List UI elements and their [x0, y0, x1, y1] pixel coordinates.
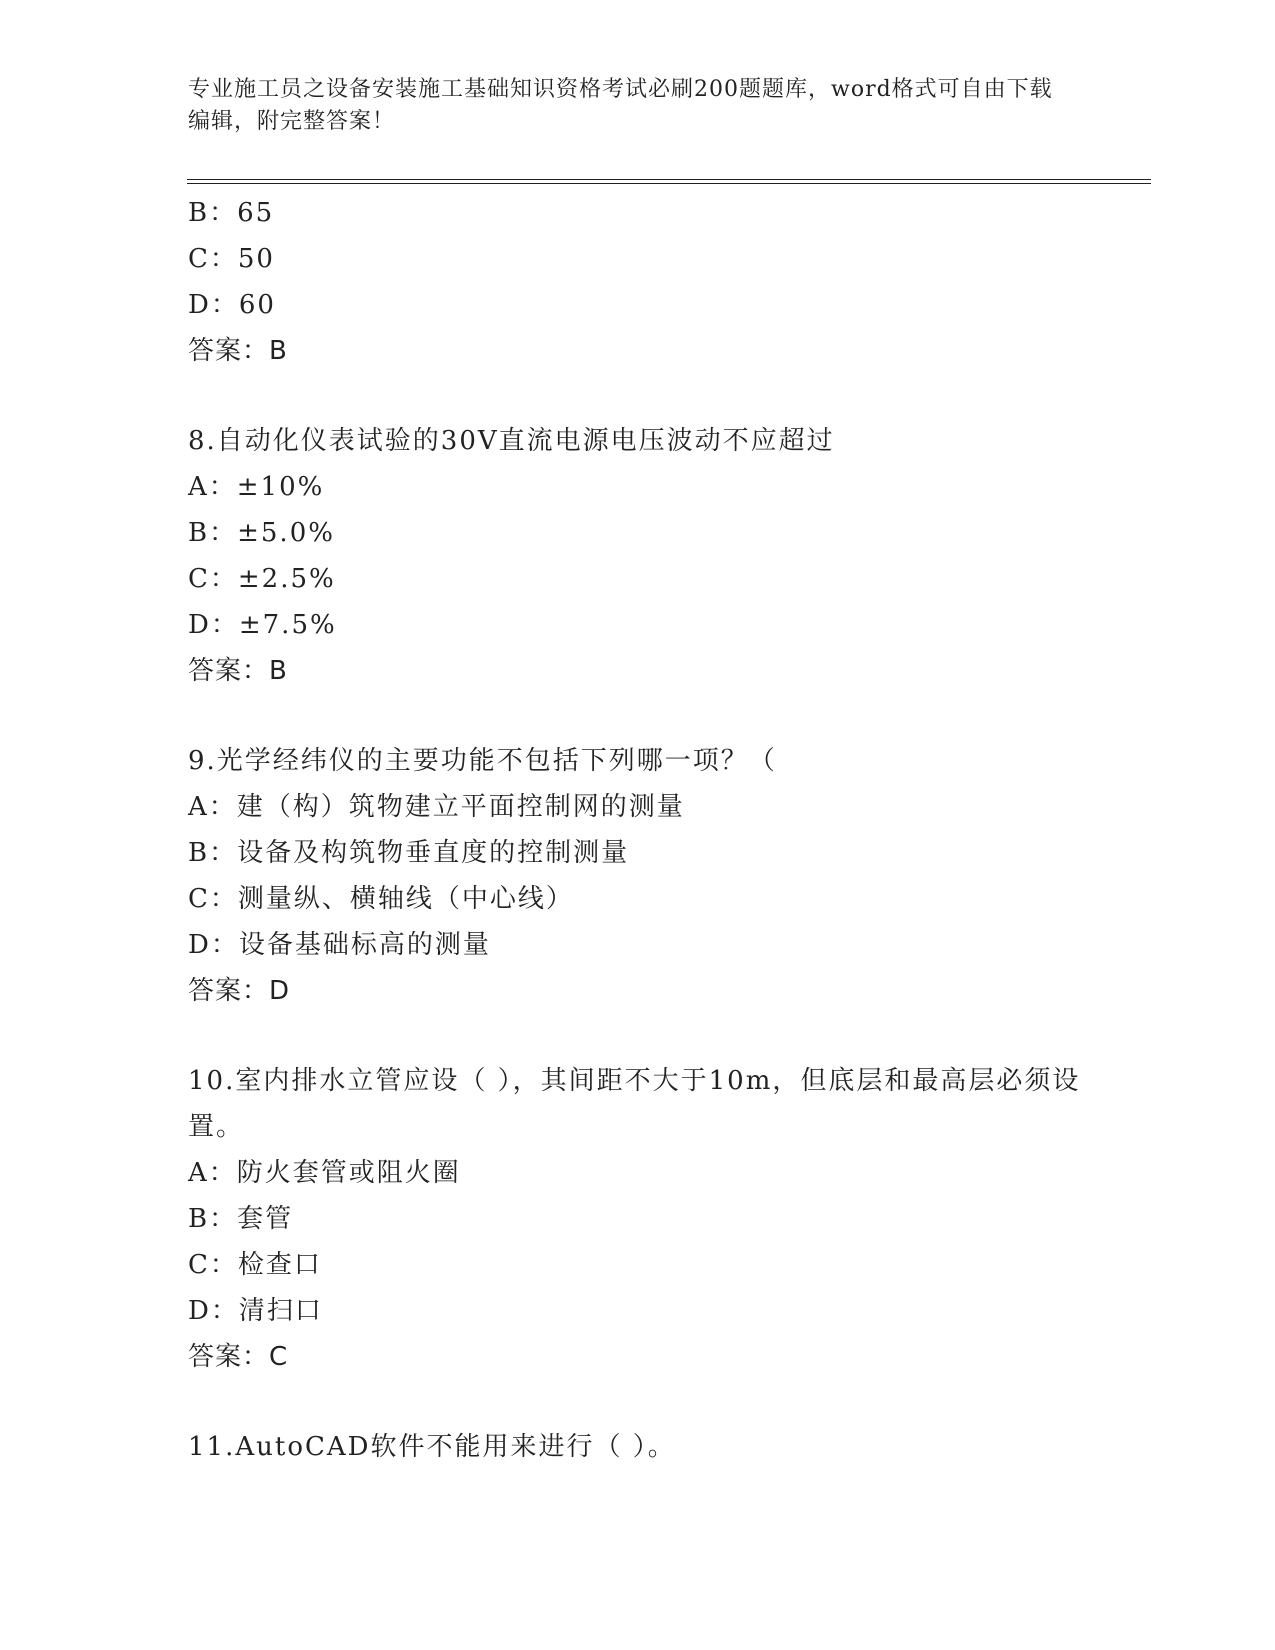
- option-d: D：±7.5%: [188, 610, 337, 640]
- option-b: B：65: [188, 198, 275, 228]
- answer-line: 答案：D: [188, 976, 291, 1006]
- answer-line: 答案：B: [188, 336, 288, 366]
- document-header: 专业施工员之设备安装施工基础知识资格考试必刷200题题库，word格式可自由下载编辑，附完整答案！: [188, 77, 1053, 134]
- header-rule-bottom: [187, 183, 1151, 184]
- option-c: C：±2.5%: [188, 564, 336, 594]
- option-c: C：50: [188, 244, 275, 274]
- option-b: B：设备及构筑物垂直度的控制测量: [188, 838, 630, 868]
- option-b: B：±5.0%: [188, 518, 335, 548]
- option-d: D：清扫口: [188, 1296, 323, 1326]
- option-d: D：60: [188, 290, 276, 320]
- option-a: A：±10%: [188, 472, 325, 502]
- header-rule-top: [187, 179, 1151, 180]
- question-stem: 10.室内排水立管应设（ ），其间距不大于10m，但底层和最高层必须设置。: [188, 1066, 1081, 1142]
- question-stem: 8.自动化仪表试验的30V直流电源电压波动不应超过: [188, 426, 835, 456]
- option-b: B：套管: [188, 1204, 294, 1234]
- question-10: [188, 1058, 1088, 1380]
- answer-line: 答案：B: [188, 656, 288, 686]
- option-c: C：检查口: [188, 1250, 322, 1280]
- question-8: [188, 418, 1088, 694]
- question-stem: 9.光学经纬仪的主要功能不包括下列哪一项？（: [188, 746, 777, 776]
- option-d: D：设备基础标高的测量: [188, 930, 491, 960]
- answer-line: 答案：C: [188, 1342, 289, 1372]
- question-9: [188, 738, 1088, 1014]
- option-a: A：防火套管或阻火圈: [188, 1158, 461, 1188]
- question-7-tail: [188, 190, 1088, 374]
- question-11: [188, 1424, 1088, 1470]
- option-a: A：建（构）筑物建立平面控制网的测量: [188, 792, 685, 822]
- option-c: C：测量纵、横轴线（中心线）: [188, 884, 574, 914]
- question-stem: 11.AutoCAD软件不能用来进行（ ）。: [188, 1432, 676, 1462]
- question-list: [188, 190, 1088, 1470]
